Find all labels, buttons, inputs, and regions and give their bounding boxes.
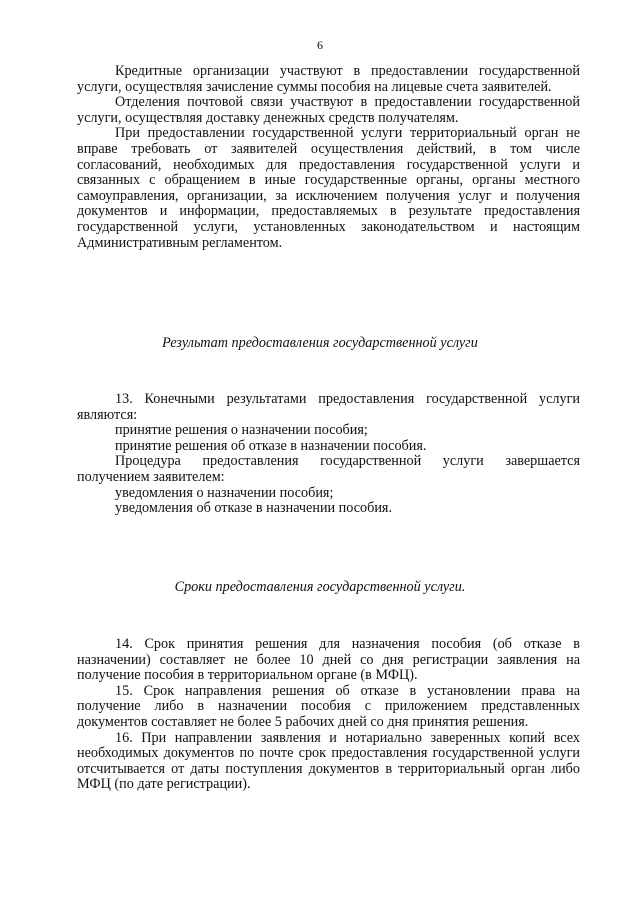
- services-participation-section: [77, 64, 580, 251]
- list-item-notice-assign: уведомления о назначении пособия;: [115, 484, 334, 501]
- paragraph-15-refusal-term: 15. Срок направления решения об отказе в установлении права на получение либо в назначении пособия с приложением представленных документов составляет не более 5 рабочих дней со дня принятия решения.: [77, 682, 580, 730]
- service-result-section: [77, 392, 580, 517]
- list-item-notice-refuse: уведомления об отказе в назначении пособия.: [115, 500, 392, 517]
- paragraph-procedure-completion: Процедура предоставления государственной услуги завершается получением заявителем:: [77, 453, 580, 485]
- paragraph-14-decision-term: 14. Срок принятия решения для назначения пособия (об отказе в назначении) составляет не более 10 дней со дня регистрации заявления на получение пособия в территориальном органе (в МФЦ).: [77, 636, 580, 684]
- paragraph-16-postal-term: 16. При направлении заявления и нотариально заверенных копий всех необходимых документов по почте срок предоставления государственной услуги отсчитывается от даты поступления документов в территориальный орган либо МФЦ (по дате регистрации).: [77, 729, 580, 793]
- service-terms-section: [77, 637, 580, 793]
- paragraph-credit-organizations: Кредитные организации участвуют в предоставлении государственной услуги, осуществляя зачисление суммы пособия на лицевые счета заявителей.: [77, 63, 580, 95]
- paragraph-13-intro: 13. Конечными результатами предоставления государственной услуги являются:: [77, 391, 580, 423]
- paragraph-postal-offices: Отделения почтовой связи участвуют в предоставлении государственной услуги, осуществляя доставку денежных средств получателям.: [77, 94, 580, 126]
- heading-service-result: Результат предоставления государственной услуги: [162, 335, 478, 351]
- list-item-decision-refuse: принятие решения об отказе в назначении пособия.: [115, 437, 427, 454]
- heading-service-terms: Сроки предоставления государственной услуги.: [174, 579, 466, 595]
- list-item-decision-assign: принятие решения о назначении пособия;: [115, 422, 368, 439]
- paragraph-prohibited-requirements: При предоставлении государственной услуги территориальный орган не вправе требовать от заявителей осуществления действий, в том числе согласований, необходимых для предоставления государственной услуги и связанных с обращением в иные государственные органы, органы местного самоуправления, организации, за исключением получения услуг и получения документов и информации, предоставляемых в результате предоставления государственной услуги, установленных законодательством и настоящим Административным регламентом.: [77, 125, 580, 251]
- page-number: 6: [317, 38, 323, 52]
